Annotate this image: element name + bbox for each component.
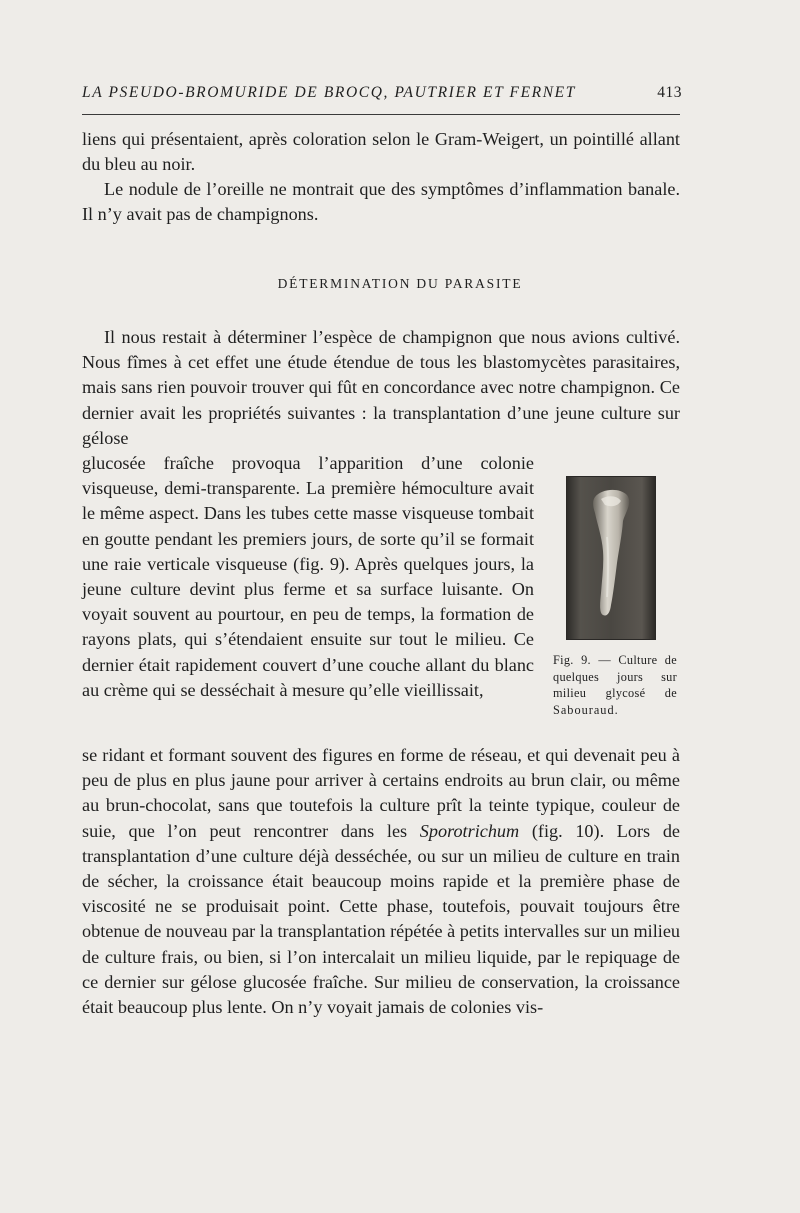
culture-photo xyxy=(566,476,656,640)
running-title: LA PSEUDO-BROMURIDE DE BROCQ, PAUTRIER ET FERNET xyxy=(82,84,576,101)
species-name: Sporotrichum xyxy=(419,820,520,841)
paragraph-wrapped-figure: glucosée fraîche provoqua l’apparition d’une colonie visqueuse, demi-transparente. La première hémoculture avait le même aspect. Dans les tubes cette masse visqueuse tombait en goutte pendant les premiers jours, de sorte qu’il se formait une raie verticale visqueuse (fig. 9). Après quelques jours, la jeune culture devint plus ferme et sa surface luisante. On voyait souvent au pourtour, en peu de temps, la formation de rayons plats, qui s’étendaient ensuite sur tout le milieu. Ce dernier était rapidement couvert d’une couche allant du blanc au crème qui se desséchait à mesure qu’elle vieillissait, xyxy=(82,453,534,700)
paragraph-after-figure xyxy=(82,743,680,1020)
caption-text: Fig. 9. — Culture de quelques jours sur milieu glycosé de xyxy=(553,653,677,701)
culture-streak-image xyxy=(567,477,655,639)
paragraph-determination: Il nous restait à déterminer l’espèce de champignon que nous avions cultivé. Nous fîmes à cet effet une étude étendue de tous les blastomycètes parasitaires, mais sans rien pouvoir trouver qui fût en concordance avec notre champignon. Ce dernier avait les propriétés suivantes : la transplantation d’une jeune culture sur gélose xyxy=(82,327,680,448)
figure-caption xyxy=(553,652,677,718)
text-segment: se ridant et formant souvent des figures en forme de réseau, et qui devenait peu à peu de plus en plus jaune pour arriver à certains endroits au brun clair, ou même au brun-chocolat, sans que toutefois la culture prît la teinte typique, couleur de suie, que l’on peut rencontrer dans les xyxy=(82,745,680,841)
header-rule xyxy=(82,114,680,115)
caption-author: Sabouraud. xyxy=(553,702,619,717)
paragraph-continued: liens qui présentaient, après coloration selon le Gram-Weigert, un pointillé allant du bleu au noir. xyxy=(82,129,680,175)
paragraph-nodule: Le nodule de l’oreille ne montrait que des symptômes d’inflammation banale. Il n’y avait pas de champignons. xyxy=(82,179,680,225)
section-title: DÉTERMINATION DU PARASITE xyxy=(277,276,523,291)
text-segment: (fig. 10). Lors de transplantation d’une culture déjà desséchée, ou sur un milieu de culture en train de sécher, la croissance était beaucoup moins rapide et la première phase de viscosité ne se produisait point. Cette phase, toutefois, pouvait toujours être obtenue de nouveau par la transplantation répétée à petits intervalles sur un milieu de culture frais, ou bien, si l’on intercalait un milieu liquide, par le repiquage de ce dernier sur gélose glucosée fraîche. Sur milieu de conservation, la croissance était beaucoup plus lente. On n’y voyait jamais de colonies vis- xyxy=(82,820,680,1018)
page-number: 413 xyxy=(657,84,682,101)
running-head xyxy=(82,84,682,102)
